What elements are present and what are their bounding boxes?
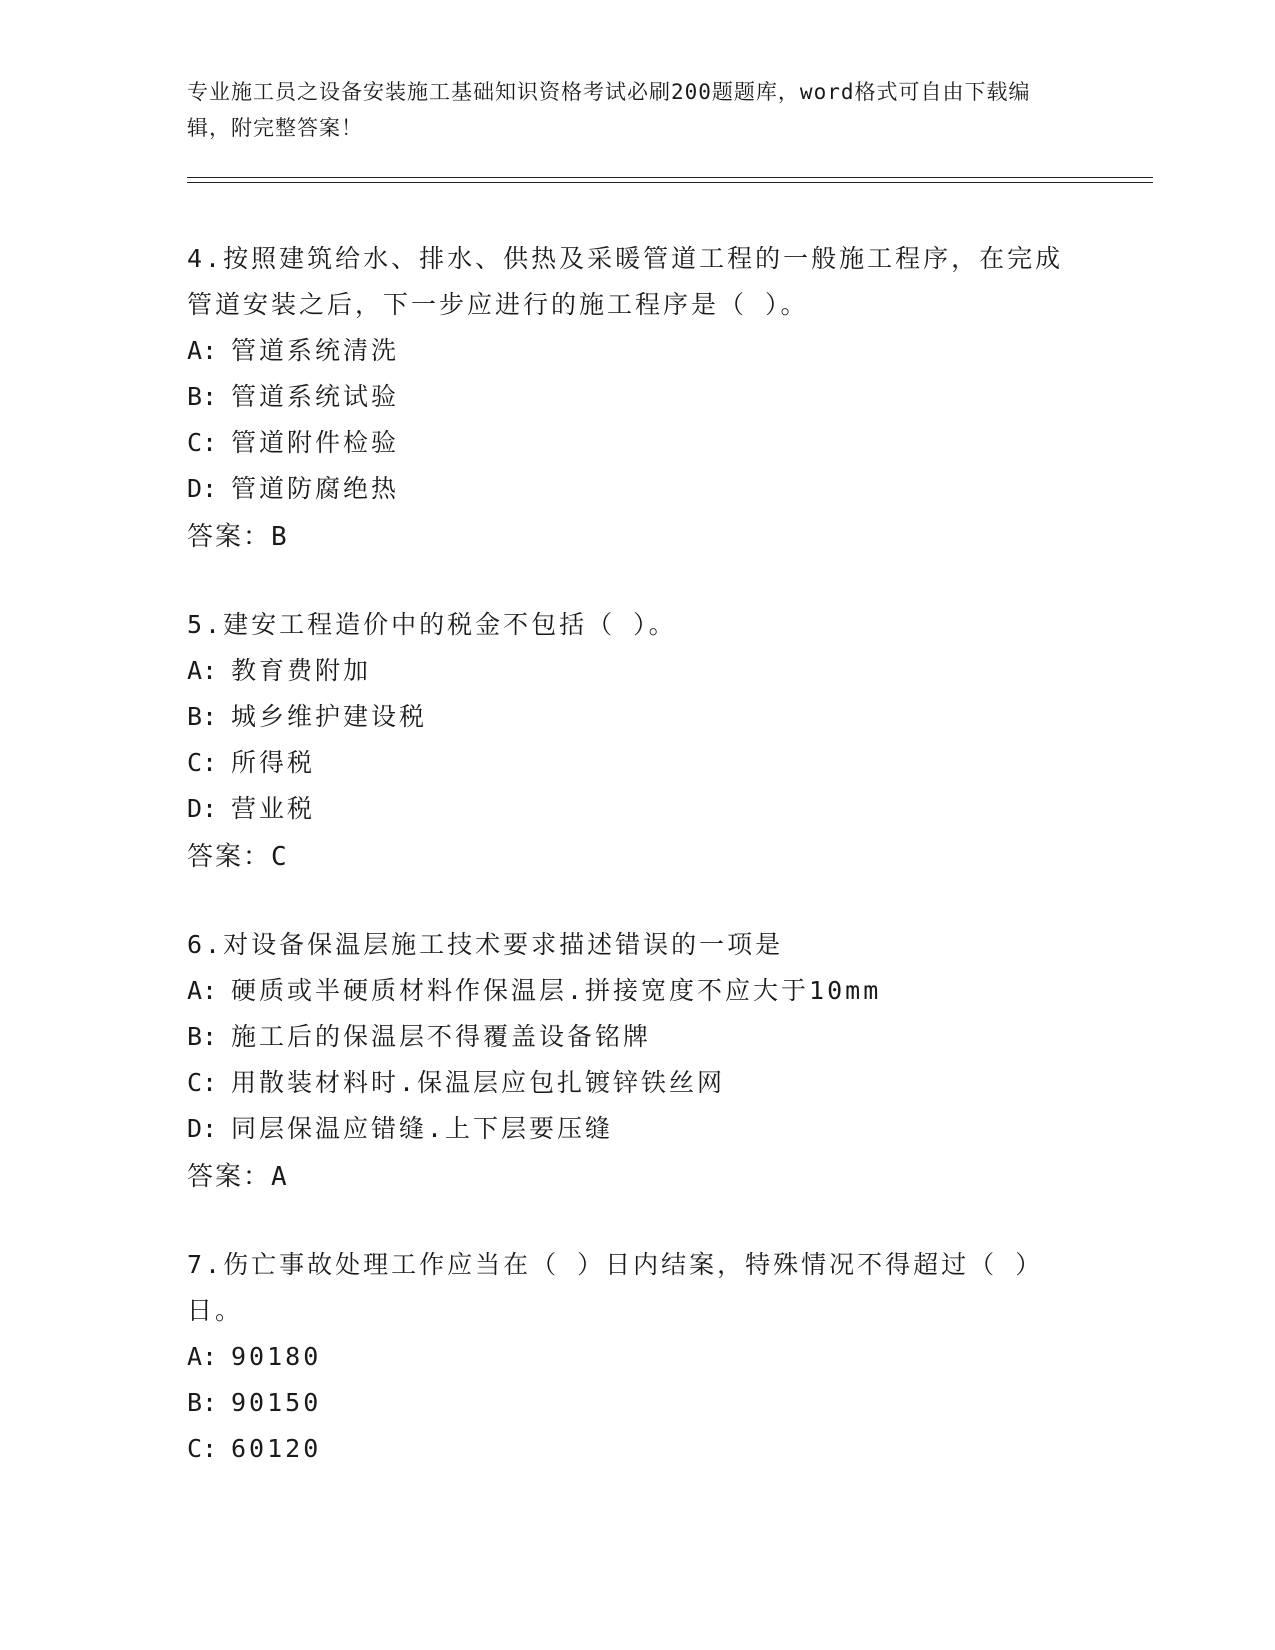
option-c <box>187 1426 1087 1472</box>
option-text: 管道系统试验 <box>231 382 400 411</box>
option-a <box>187 968 1087 1014</box>
option-c <box>187 740 1087 786</box>
option-text: 施工后的保温层不得覆盖设备铭牌 <box>231 1022 652 1051</box>
option-label: A: <box>187 976 218 1005</box>
option-label: B: <box>187 702 218 731</box>
question-text: 4.按照建筑给水、排水、供热及采暖管道工程的一般施工程序，在完成管道安装之后，下一步应进行的施工程序是（ ）。 <box>187 244 1064 319</box>
option-text: 同层保温应错缝.上下层要压缝 <box>231 1114 614 1143</box>
option-b <box>187 694 1087 740</box>
option-text: 管道系统清洗 <box>231 336 400 365</box>
option-label: D: <box>187 794 218 823</box>
question-6 <box>187 922 1087 1200</box>
option-label: B: <box>187 1022 218 1051</box>
answer: 答案：A <box>187 1162 289 1192</box>
question-5 <box>187 602 1087 880</box>
option-b <box>187 1014 1087 1060</box>
option-text: 营业税 <box>231 794 316 823</box>
option-a <box>187 328 1087 374</box>
option-label: A: <box>187 1342 218 1371</box>
option-c <box>187 420 1087 466</box>
question-list <box>187 236 1087 1514</box>
option-text: 城乡维护建设税 <box>231 702 428 731</box>
option-label: C: <box>187 748 218 777</box>
option-text: 用散装材料时.保温层应包扎镀锌铁丝网 <box>231 1068 726 1097</box>
option-label: D: <box>187 474 218 503</box>
answer: 答案：B <box>187 522 289 552</box>
option-text: 90180 <box>231 1342 322 1371</box>
option-text: 90150 <box>231 1388 322 1417</box>
header-divider-bottom <box>187 182 1153 183</box>
document-header: 专业施工员之设备安装施工基础知识资格考试必刷200题题库，word格式可自由下载编辑，附完整答案！ <box>187 80 1031 140</box>
option-d <box>187 1106 1087 1152</box>
option-text: 所得税 <box>231 748 316 777</box>
question-4 <box>187 236 1087 560</box>
option-label: C: <box>187 428 218 457</box>
option-text: 管道防腐绝热 <box>231 474 400 503</box>
option-label: C: <box>187 1068 218 1097</box>
option-a <box>187 1334 1087 1380</box>
question-7 <box>187 1242 1087 1472</box>
option-label: B: <box>187 382 218 411</box>
question-text: 5.建安工程造价中的税金不包括（ ）。 <box>187 610 677 639</box>
option-label: A: <box>187 336 218 365</box>
option-a <box>187 648 1087 694</box>
option-text: 60120 <box>231 1434 322 1463</box>
option-label: A: <box>187 656 218 685</box>
option-label: D: <box>187 1114 218 1143</box>
option-c <box>187 1060 1087 1106</box>
option-text: 管道附件检验 <box>231 428 400 457</box>
option-d <box>187 786 1087 832</box>
question-text: 7.伤亡事故处理工作应当在（ ）日内结案，特殊情况不得超过（ ）日。 <box>187 1250 1044 1325</box>
option-label: B: <box>187 1388 218 1417</box>
option-b <box>187 374 1087 420</box>
answer: 答案：C <box>187 842 289 872</box>
option-d <box>187 466 1087 512</box>
option-text: 硬质或半硬质材料作保温层.拼接宽度不应大于10mm <box>231 976 882 1005</box>
question-text: 6.对设备保温层施工技术要求描述错误的一项是 <box>187 930 784 959</box>
option-label: C: <box>187 1434 218 1463</box>
option-text: 教育费附加 <box>231 656 372 685</box>
header-divider-top <box>187 177 1153 178</box>
option-b <box>187 1380 1087 1426</box>
